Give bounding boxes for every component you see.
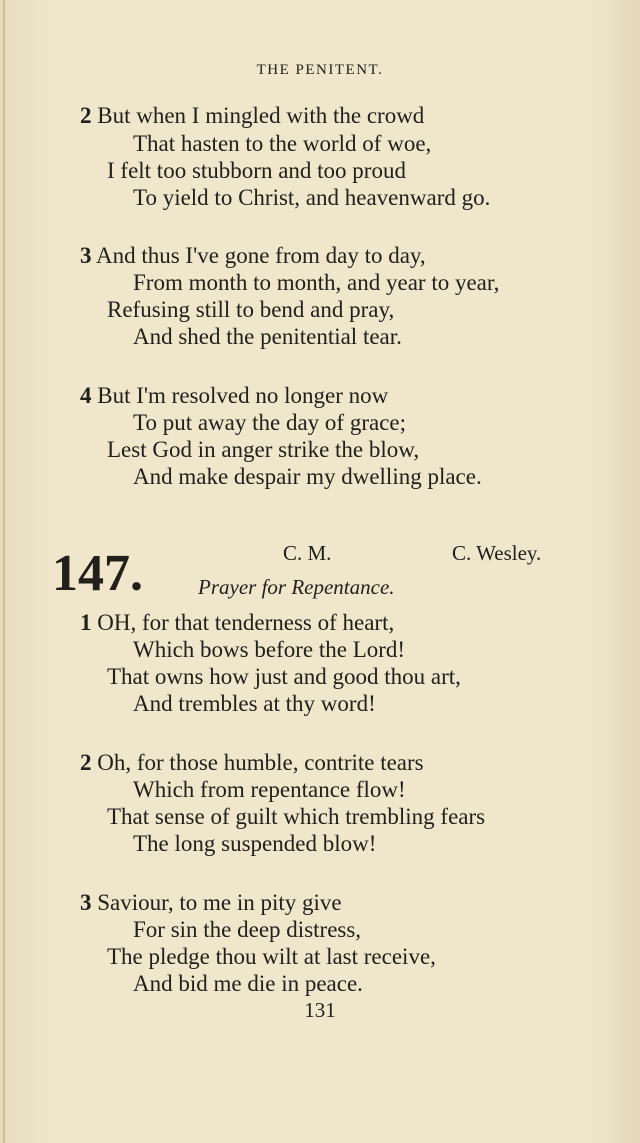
hymn-number: 147. (52, 545, 143, 602)
verse-number: 3 (80, 890, 92, 915)
verse-number: 2 (80, 103, 92, 128)
verse-line: Which from repentance flow! (133, 777, 406, 802)
verse-line: From month to month, and year to year, (133, 270, 500, 295)
verse-line: That hasten to the world of woe, (133, 131, 432, 156)
verse-line: To put away the day of grace; (133, 410, 407, 435)
verse-line: 1 OH, for that tenderness of heart, (80, 610, 395, 635)
verse-line: The pledge thou wilt at last receive, (107, 944, 436, 969)
verse-line: The long suspended blow! (133, 831, 377, 856)
verse-line: 2 But when I mingled with the crowd (80, 103, 425, 128)
verse-line: 2 Oh, for those humble, contrite tears (80, 750, 424, 775)
verse-line: And bid me die in peace. (133, 971, 363, 996)
hymn-author: C. Wesley. (452, 541, 542, 565)
verse-line: And make despair my dwelling place. (133, 464, 482, 489)
verse-line: Refusing still to bend and pray, (107, 297, 395, 322)
verse-line: Which bows before the Lord! (133, 637, 406, 662)
hymn-title: Prayer for Repentance. (198, 575, 395, 599)
verse-number: 1 (80, 610, 92, 635)
verse-line: To yield to Christ, and heavenward go. (133, 185, 491, 210)
verse-line: I felt too stubborn and too proud (107, 158, 406, 183)
verse-number: 4 (80, 383, 92, 408)
verse-line: That sense of guilt which trembling fears (107, 804, 486, 829)
verse-line: That owns how just and good thou art, (107, 664, 461, 689)
verse-number: 2 (80, 750, 92, 775)
verse-line: 4 But I'm resolved no longer now (80, 383, 389, 408)
verse-line: And shed the penitential tear. (133, 324, 402, 349)
verse-number: 3 (80, 243, 92, 268)
verse-line: For sin the deep distress, (133, 917, 362, 942)
verse-line: And trembles at thy word! (133, 691, 376, 716)
hymn-meter: C. M. (283, 541, 332, 565)
running-header: THE PENITENT. (256, 62, 384, 78)
verse-line: Lest God in anger strike the blow, (107, 437, 420, 462)
page-number: 131 (304, 998, 336, 1022)
verse-line: 3 And thus I've gone from day to day, (80, 243, 426, 268)
verse-line: 3 Saviour, to me in pity give (80, 890, 342, 915)
page-edge (3, 0, 5, 1143)
